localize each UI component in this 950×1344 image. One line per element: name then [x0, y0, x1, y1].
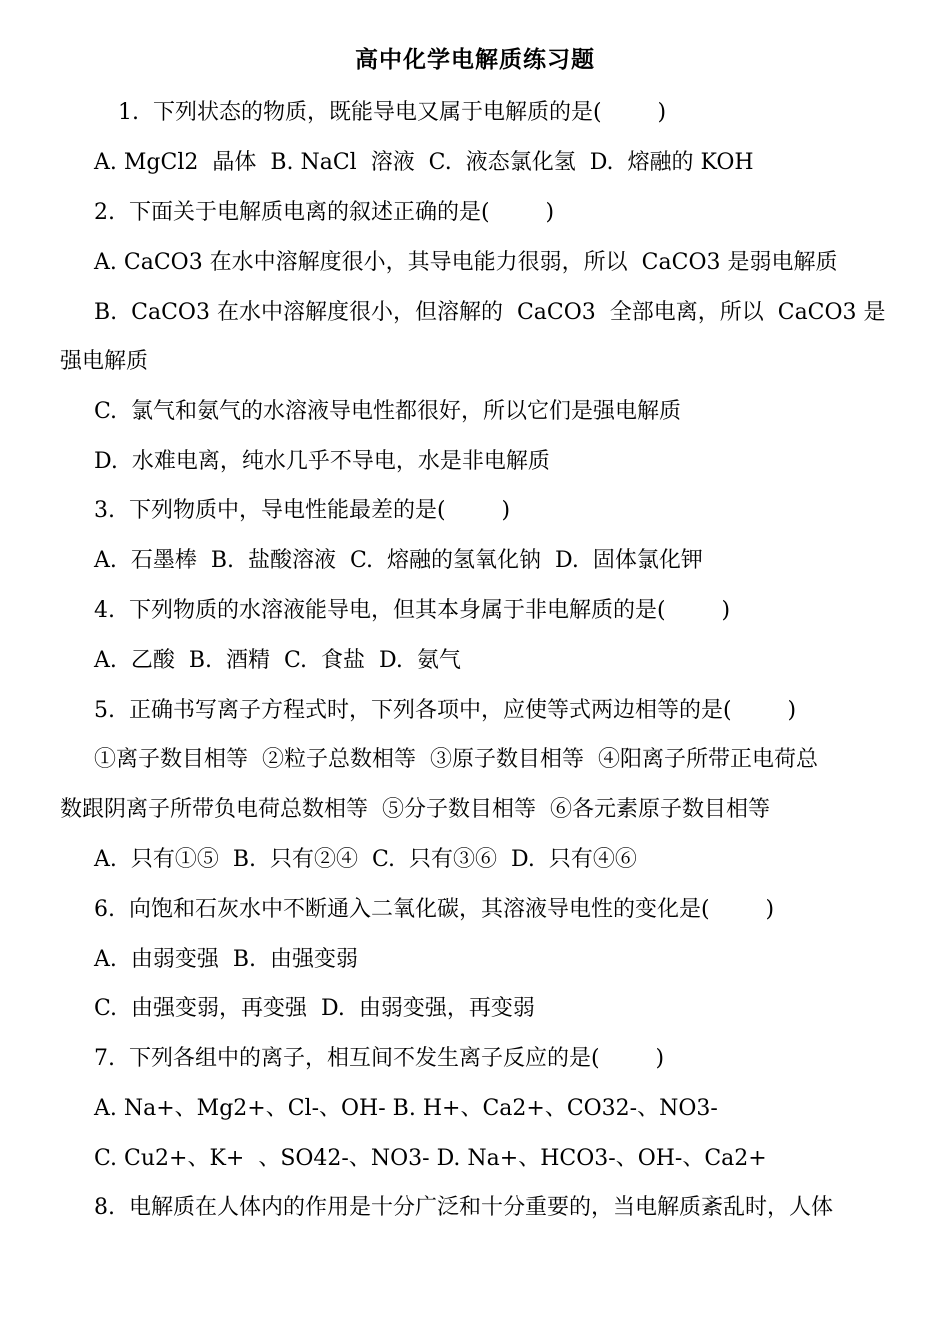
question-2-option-d: D. 水难电离，纯水几乎不导电，水是非电解质 [94, 449, 550, 474]
question-8-stem: 8. 电解质在人体内的作用是十分广泛和十分重要的，当电解质紊乱时，人体 [94, 1195, 833, 1220]
question-5-options: A. 只有①⑤ B. 只有②④ C. 只有③⑥ D. 只有④⑥ [94, 847, 637, 872]
question-2-option-b-cont: 强电解质 [60, 349, 149, 374]
question-7-stem: 7. 下列各组中的离子，相互间不发生离子反应的是( ) [94, 1046, 665, 1071]
question-4-stem: 4. 下列物质的水溶液能导电，但其本身属于非电解质的是( ) [94, 598, 731, 623]
question-6-options-ab: A. 由弱变强 B. 由强变弱 [94, 947, 359, 972]
question-7-options-cd: C. Cu2+、K+ 、SO42-、NO3- D. Na+、HCO3-、OH-、Ca2+ [94, 1146, 767, 1171]
question-2-option-c: C. 氯气和氨气的水溶液导电性都很好，所以它们是强电解质 [94, 399, 682, 424]
document-title: 高中化学电解质练习题 [355, 46, 595, 73]
question-2-option-a: A. CaCO3 在水中溶解度很小，其导电能力很弱，所以 CaCO3 是弱电解质 [94, 250, 838, 275]
question-2-stem: 2. 下面关于电解质电离的叙述正确的是( ) [94, 200, 555, 225]
question-6-options-cd: C. 由强变弱，再变强 D. 由弱变强，再变弱 [94, 996, 535, 1021]
question-5-items: ①离子数目相等 ②粒子总数相等 ③原子数目相等 ④阳离子所带正电荷总 [94, 747, 818, 772]
question-7-options-ab: A. Na+、Mg2+、Cl-、OH- B. H+、Ca2+、CO32-、NO3- [94, 1096, 718, 1121]
question-5-items-cont: 数跟阴离子所带负电荷总数相等 ⑤分子数目相等 ⑥各元素原子数目相等 [60, 797, 770, 822]
question-1-stem: 1. 下列状态的物质，既能导电又属于电解质的是( ) [118, 100, 667, 125]
question-4-options: A. 乙酸 B. 酒精 C. 食盐 D. 氨气 [94, 648, 461, 673]
question-6-stem: 6. 向饱和石灰水中不断通入二氧化碳，其溶液导电性的变化是( ) [94, 897, 775, 922]
question-3-options: A. 石墨棒 B. 盐酸溶液 C. 熔融的氢氧化钠 D. 固体氯化钾 [94, 548, 703, 573]
question-5-stem: 5. 正确书写离子方程式时，下列各项中，应使等式两边相等的是( ) [94, 698, 797, 723]
question-2-option-b: B. CaCO3 在水中溶解度很小，但溶解的 CaCO3 全部电离，所以 CaCO3 是 [94, 300, 886, 325]
question-3-stem: 3. 下列物质中，导电性能最差的是( ) [94, 498, 511, 523]
question-1-options: A. MgCl2 晶体 B. NaCl 溶液 C. 液态氯化氢 D. 熔融的 KOH [94, 150, 754, 175]
